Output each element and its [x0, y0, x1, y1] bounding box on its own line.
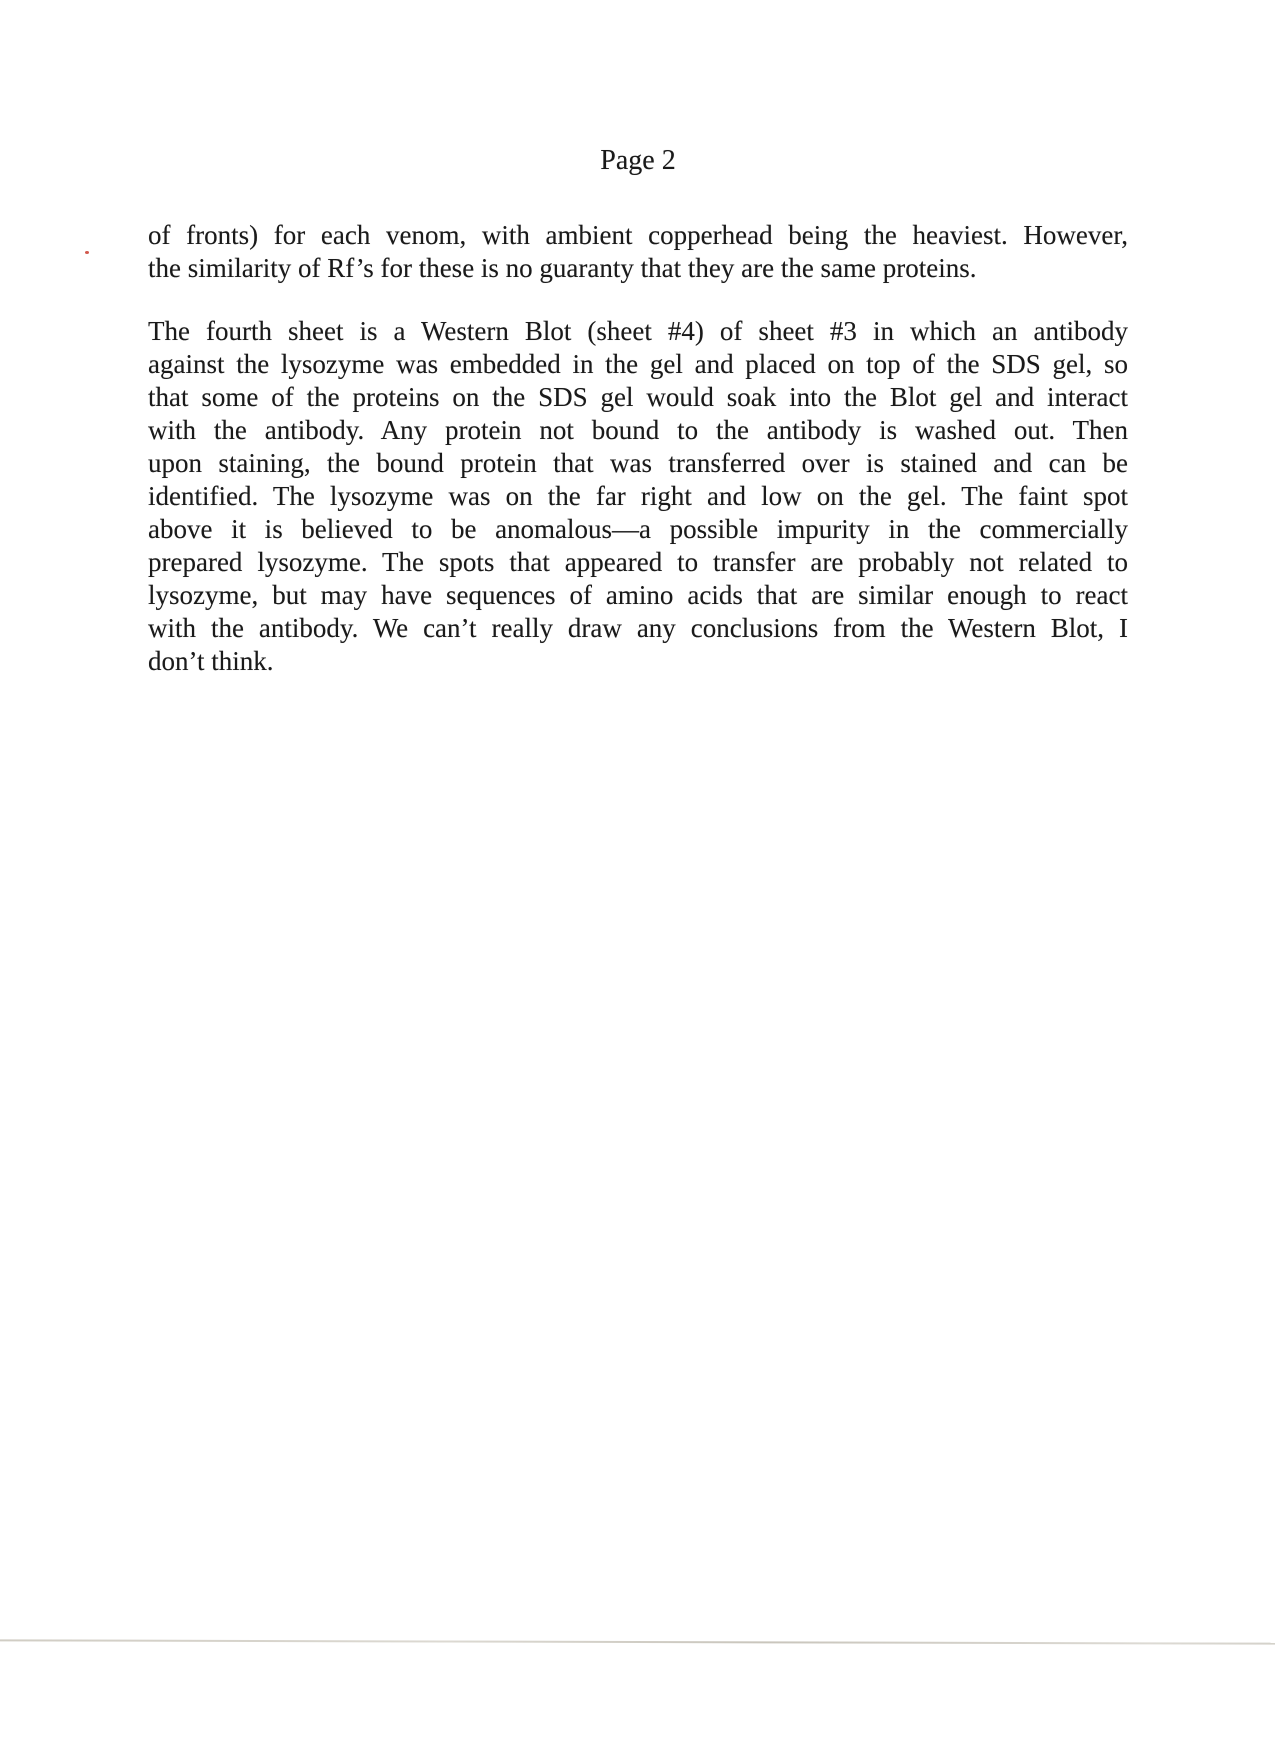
text-line: upon staining, the bound protein that was transferred over is stained and can be [148, 448, 1128, 478]
text-line: The fourth sheet is a Western Blot (sheet #4) of sheet #3 in which an antibody [148, 316, 1128, 346]
text-line: identified. The lysozyme was on the far right and low on the gel. The faint spot [148, 481, 1128, 511]
text-line: lysozyme, but may have sequences of amino acids that are similar enough to react [148, 580, 1128, 610]
page-number-heading: Page 2 [600, 145, 676, 176]
page-content [148, 144, 1128, 678]
scan-line-artifact [0, 1639, 1275, 1644]
paragraph [148, 219, 1128, 285]
body-text [148, 219, 1128, 678]
text-line: with the antibody. Any protein not bound to the antibody is washed out. Then [148, 415, 1128, 445]
text-line: above it is believed to be anomalous—a possible impurity in the commercially [148, 514, 1128, 544]
text-line: prepared lysozyme. The spots that appeared to transfer are probably not related to [148, 547, 1128, 577]
text-line: don’t think. [148, 646, 274, 676]
text-line: that some of the proteins on the SDS gel would soak into the Blot gel and interact [148, 382, 1128, 412]
text-line: the similarity of Rf’s for these is no guaranty that they are the same proteins. [148, 253, 977, 283]
red-speck-artifact [85, 251, 89, 254]
paragraph [148, 315, 1128, 678]
text-line: against the lysozyme was embedded in the gel and placed on top of the SDS gel, so [148, 349, 1128, 379]
text-line: with the antibody. We can’t really draw any conclusions from the Western Blot, I [148, 613, 1128, 643]
text-line: of fronts) for each venom, with ambient copperhead being the heaviest. However, [148, 220, 1128, 250]
